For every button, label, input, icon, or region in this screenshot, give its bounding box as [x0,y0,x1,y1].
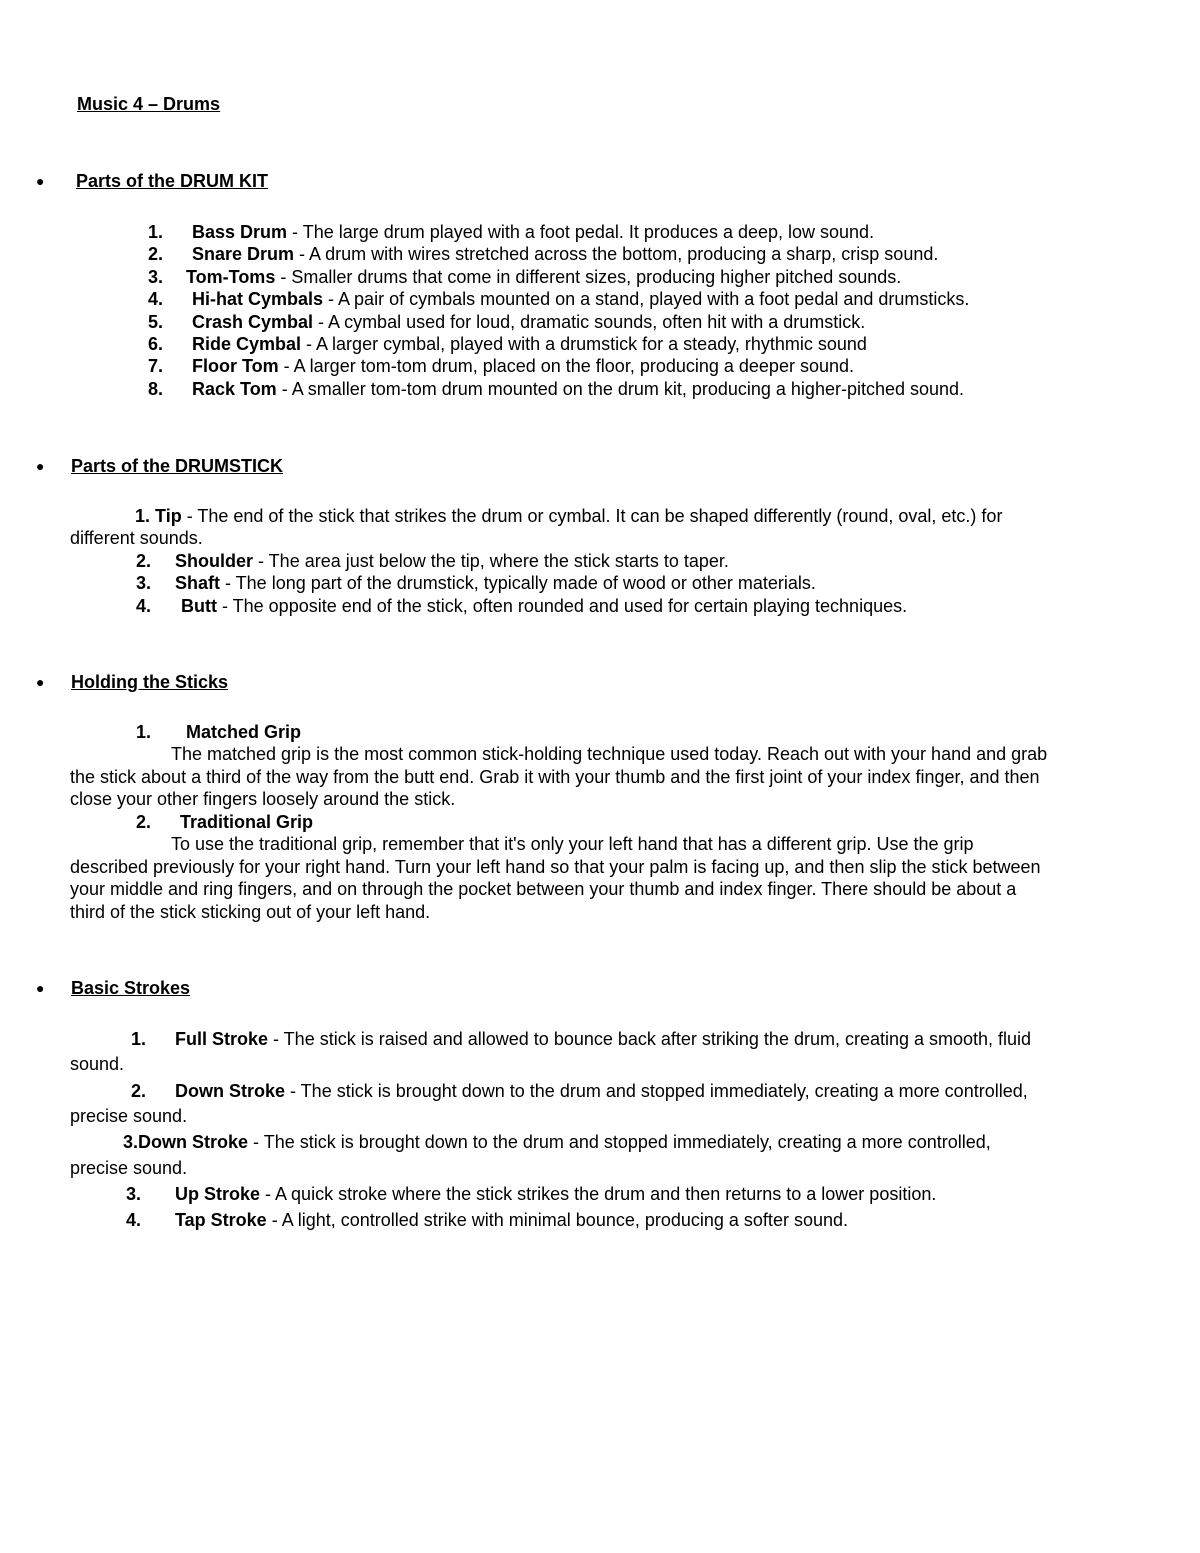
paragraph-line: To use the traditional grip, remember that it's only your left hand that has a different grip. Use the grip [171,834,974,854]
list-item-number: 1. [136,722,152,742]
list-item [175,1028,1031,1051]
list-item-continuation: precise sound. [70,1106,188,1126]
section-heading-holding: Holding the Sticks [71,672,229,692]
list-item-number: 4. [148,289,164,309]
description: - Smaller drums that come in different sizes, producing higher pitched sounds. [275,267,902,287]
list-item [123,1131,991,1154]
term: Bass Drum [192,222,288,242]
list-item-continuation: precise sound. [70,1158,188,1178]
paragraph-line: third of the stick sticking out of your left hand. [70,902,431,922]
list-item [175,1209,848,1232]
grip-title: Matched Grip [186,722,302,742]
list-item-number: 4. [136,596,152,616]
list-item-number: 8. [148,379,164,399]
term: Shoulder [175,551,254,571]
list-item-number: 1. [131,1029,147,1049]
term: Butt [181,596,217,616]
list-item [175,572,816,595]
description: - A light, controlled strike with minimal bounce, producing a softer sound. [266,1210,848,1230]
description: - The long part of the drumstick, typically made of wood or other materials. [220,573,816,593]
term: Down Stroke [175,1081,286,1101]
list-item [192,333,867,356]
list-item-number: 3. [123,1132,139,1152]
list-item-number: 2. [131,1081,147,1101]
description: - A smaller tom-tom drum mounted on the drum kit, producing a higher-pitched sound. [276,379,965,399]
bullet-icon: ● [36,674,45,690]
bullet-icon: ● [36,458,45,474]
description: - A larger cymbal, played with a drumstick for a steady, rhythmic sound [301,334,867,354]
list-item-number: 7. [148,356,164,376]
term: Ride Cymbal [192,334,302,354]
list-item-number: 1. [135,506,151,526]
list-item [175,1183,936,1206]
list-item [186,266,901,289]
description: - The end of the stick that strikes the drum or cymbal. It can be shaped differently (round, oval, etc.) for [181,506,1003,526]
page-title: Music 4 – Drums [77,94,221,114]
list-item-number: 6. [148,334,164,354]
description: - A drum with wires stretched across the bottom, producing a sharp, crisp sound. [294,244,939,264]
term: Tap Stroke [175,1210,267,1230]
section-heading-drumstick: Parts of the DRUMSTICK [71,456,284,476]
list-item-number: 3. [136,573,152,593]
description: - A quick stroke where the stick strikes the drum and then returns to a lower position. [260,1184,937,1204]
list-item [192,355,854,378]
term: Hi-hat Cymbals [192,289,324,309]
paragraph-line: your middle and ring fingers, and on through the pocket between your thumb and index finger. There should be about a [70,879,1017,899]
grip-title: Traditional Grip [180,812,314,832]
list-item-number: 3. [148,267,164,287]
description: - A cymbal used for loud, dramatic sounds, often hit with a drumstick. [313,312,866,332]
term: Snare Drum [192,244,295,264]
description: - A pair of cymbals mounted on a stand, played with a foot pedal and drumsticks. [323,289,970,309]
paragraph-line: described previously for your right hand. Turn your left hand so that your palm is facing up, and then slip the stick between [70,857,1041,877]
paragraph-line: the stick about a third of the way from the butt end. Grab it with your thumb and the first joint of your index finger, and then [70,767,1040,787]
list-item [192,311,865,334]
list-item [192,243,938,266]
list-item-number: 5. [148,312,164,332]
term: Floor Tom [192,356,279,376]
term: Down Stroke [138,1132,249,1152]
list-item [175,550,729,573]
bullet-icon: ● [36,980,45,996]
term: Shaft [175,573,220,593]
term: Rack Tom [192,379,277,399]
list-item [175,1080,1028,1103]
term: Tip [155,506,182,526]
list-item [135,505,1002,528]
list-item-number: 2. [148,244,164,264]
bullet-icon: ● [36,173,45,189]
description: - The stick is brought down to the drum and stopped immediately, creating a more controlled, [248,1132,991,1152]
list-item-number: 4. [126,1210,142,1230]
list-item-continuation: different sounds. [70,528,203,548]
description: - The opposite end of the stick, often rounded and used for certain playing techniques. [216,596,908,616]
list-item [181,595,907,618]
description: - The stick is raised and allowed to bounce back after striking the drum, creating a smooth, fluid [268,1029,1032,1049]
term: Full Stroke [175,1029,269,1049]
paragraph-line: The matched grip is the most common stick-holding technique used today. Reach out with your hand and grab [171,744,1048,764]
list-item-number: 2. [136,812,152,832]
list-item-continuation: sound. [70,1054,125,1074]
description: - The stick is brought down to the drum and stopped immediately, creating a more controlled, [285,1081,1028,1101]
term: Crash Cymbal [192,312,314,332]
term: Tom-Toms [186,267,276,287]
term: Up Stroke [175,1184,261,1204]
description: - The large drum played with a foot pedal. It produces a deep, low sound. [287,222,875,242]
paragraph-line: close your other fingers loosely around the stick. [70,789,456,809]
section-heading-strokes: Basic Strokes [71,978,191,998]
list-item [192,378,964,401]
list-item [192,221,874,244]
list-item-number: 1. [148,222,164,242]
list-item-number: 2. [136,551,152,571]
description: - A larger tom-tom drum, placed on the floor, producing a deeper sound. [278,356,854,376]
section-heading-drum-kit: Parts of the DRUM KIT [76,171,269,191]
list-item [192,288,969,311]
list-item-number: 3. [126,1184,142,1204]
description: - The area just below the tip, where the stick starts to taper. [253,551,729,571]
